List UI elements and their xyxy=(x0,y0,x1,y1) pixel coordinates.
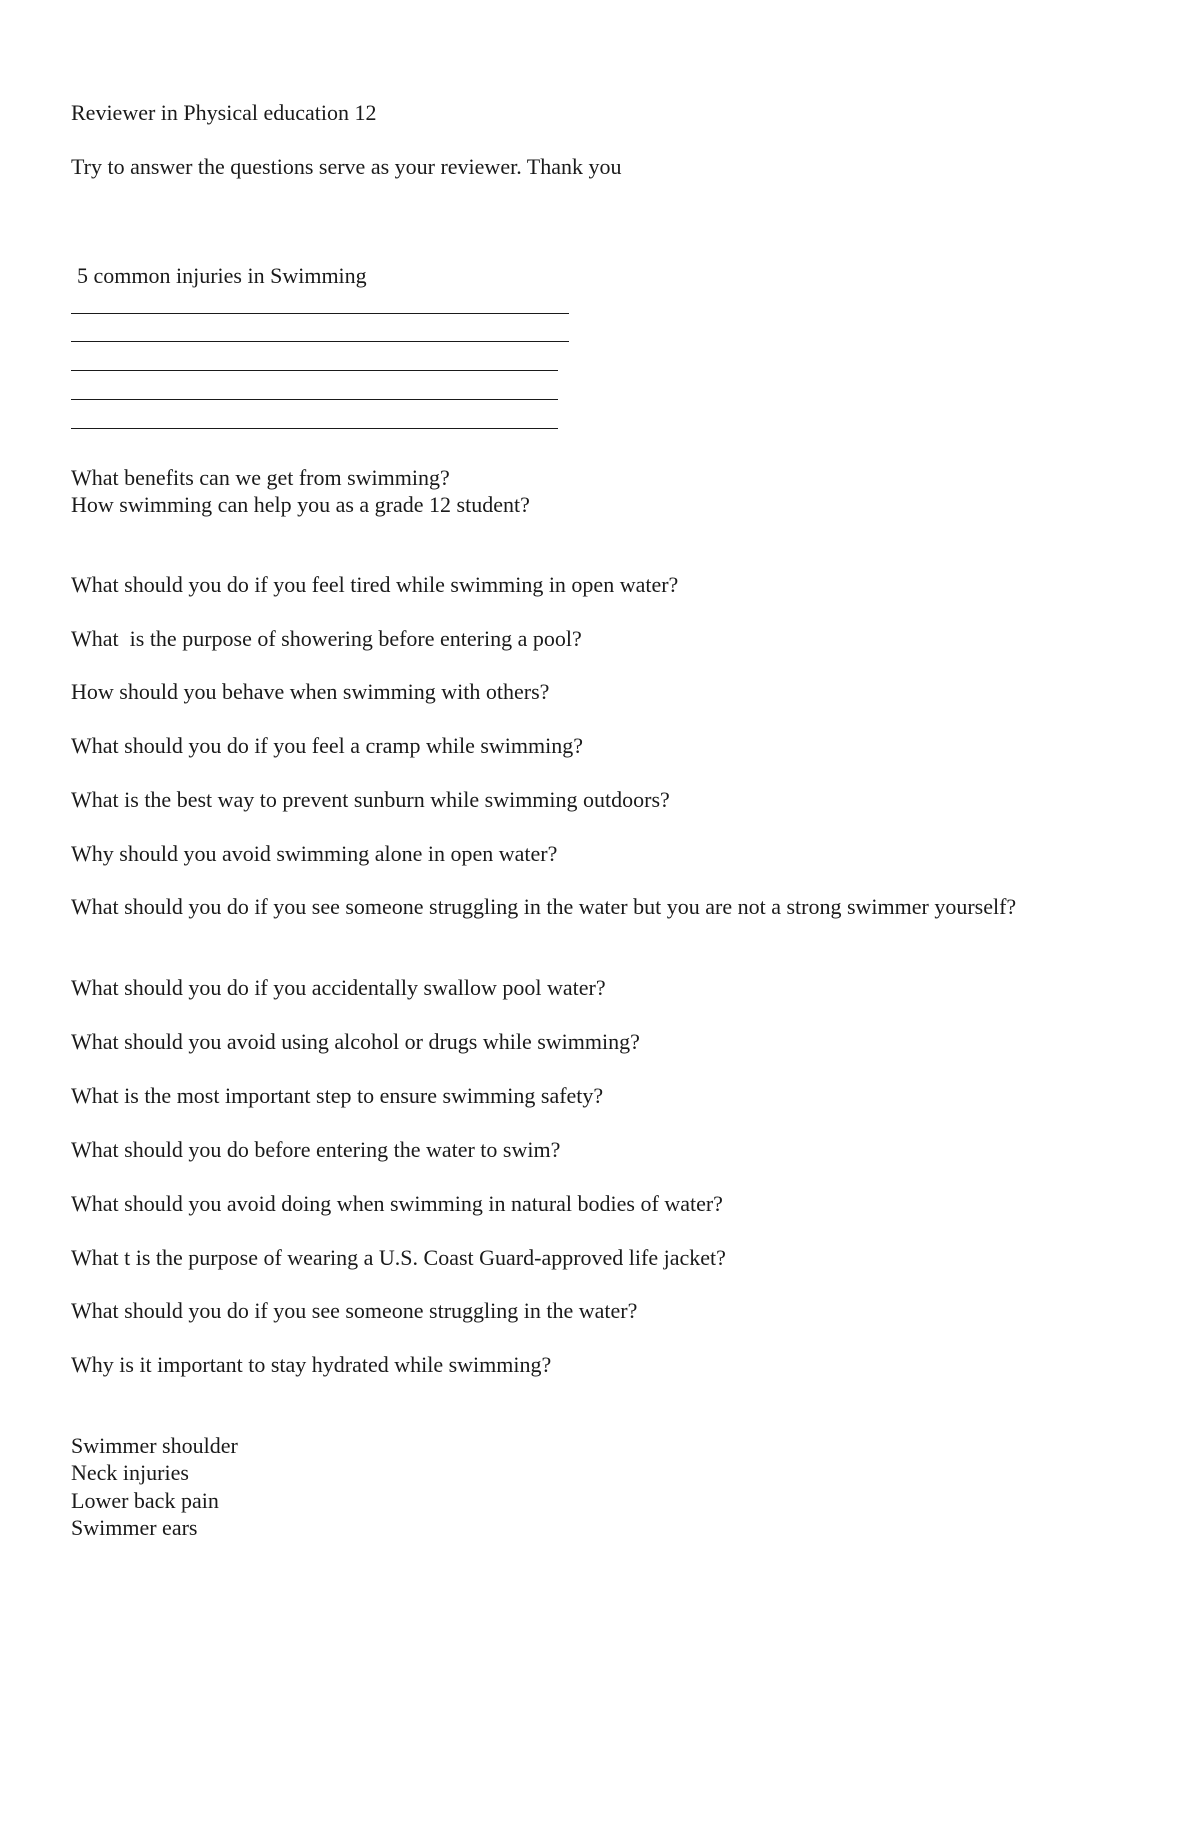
answer-item: Lower back pain xyxy=(71,1488,219,1513)
question-item: What should you avoid using alcohol or drugs while swimming? xyxy=(71,1029,640,1054)
question-item: What should you do if you feel a cramp while swimming? xyxy=(71,733,583,758)
question-item: Why is it important to stay hydrated while swimming? xyxy=(71,1352,552,1377)
answer-blank-line xyxy=(71,428,558,429)
question-item: What is the most important step to ensure swimming safety? xyxy=(71,1083,604,1108)
benefits-question: What benefits can we get from swimming? xyxy=(71,465,450,490)
question-item: Why should you avoid swimming alone in open water? xyxy=(71,841,558,866)
question-item: What should you do before entering the water to swim? xyxy=(71,1137,561,1162)
question-item: What is the best way to prevent sunburn while swimming outdoors? xyxy=(71,787,670,812)
question-item: What should you do if you see someone struggling in the water? xyxy=(71,1298,638,1323)
document-title: Reviewer in Physical education 12 xyxy=(71,100,377,125)
question-item: What should you avoid doing when swimming in natural bodies of water? xyxy=(71,1191,723,1216)
answer-blank-line xyxy=(71,370,558,371)
question-item: What is the purpose of showering before entering a pool? xyxy=(71,626,582,651)
question-item: What should you do if you see someone struggling in the water but you are not a strong swimmer yourself? xyxy=(71,894,1017,919)
answer-item: Swimmer ears xyxy=(71,1515,198,1540)
answer-blank-line xyxy=(71,399,558,400)
question-item: What t is the purpose of wearing a U.S. Coast Guard-approved life jacket? xyxy=(71,1245,726,1270)
benefits-question: How swimming can help you as a grade 12 student? xyxy=(71,492,530,517)
question-item: What should you do if you accidentally swallow pool water? xyxy=(71,975,606,1000)
question-item: What should you do if you feel tired while swimming in open water? xyxy=(71,572,679,597)
injuries-prompt: 5 common injuries in Swimming xyxy=(77,263,367,288)
answer-item: Neck injuries xyxy=(71,1460,189,1485)
instruction-text: Try to answer the questions serve as your reviewer. Thank you xyxy=(71,154,622,179)
answer-item: Swimmer shoulder xyxy=(71,1433,238,1458)
question-item: How should you behave when swimming with others? xyxy=(71,679,550,704)
answer-blank-line xyxy=(71,313,569,314)
answer-blank-line xyxy=(71,341,569,342)
